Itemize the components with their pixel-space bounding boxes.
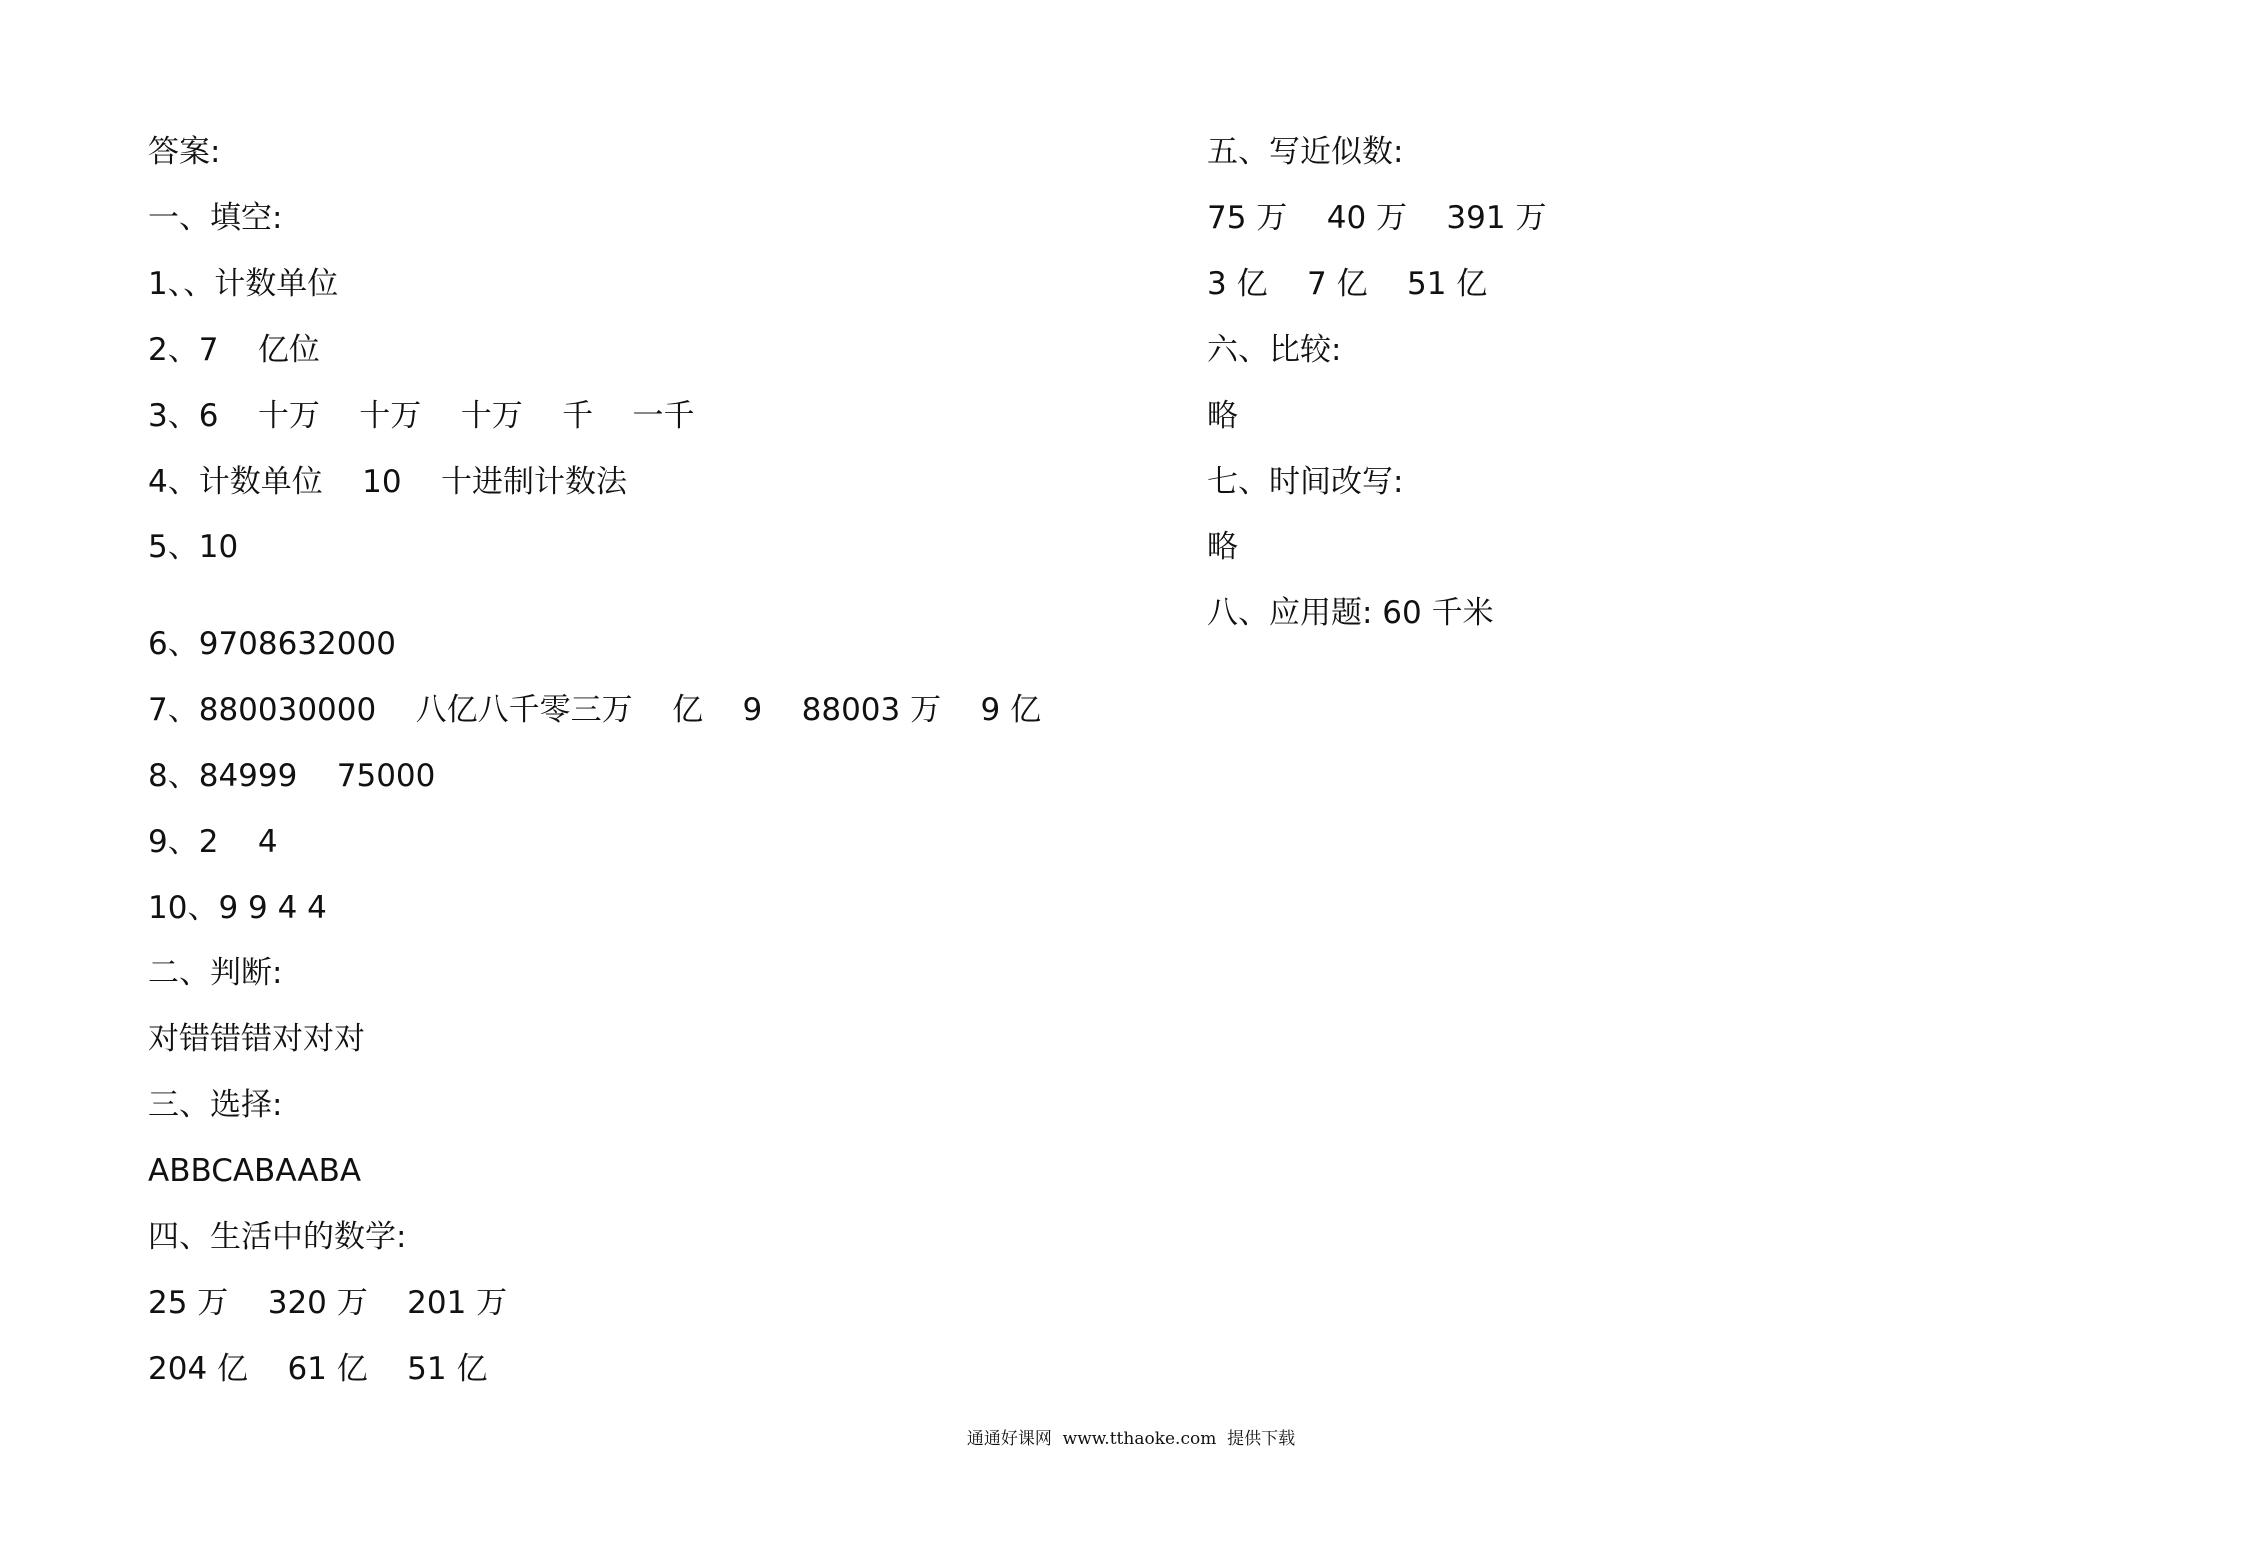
- section-compare-heading: 六、比较:: [1207, 332, 1342, 368]
- section-time-rewrite-heading: 七、时间改写:: [1207, 464, 1404, 500]
- page-footer: 通通好课网 www.tthaoke.com 提供下载: [966, 1429, 1296, 1449]
- answer-line: 5、10: [148, 529, 239, 565]
- answer-line: ABBCABAABA: [148, 1153, 362, 1189]
- answer-line: 略: [1207, 529, 1238, 565]
- answer-line: 3 亿 7 亿 51 亿: [1207, 266, 1488, 302]
- section-choice-heading: 三、选择:: [148, 1087, 283, 1123]
- section-judgement-heading: 二、判断:: [148, 955, 283, 991]
- section-approximate-heading: 五、写近似数:: [1207, 134, 1404, 170]
- answer-line: 25 万 320 万 201 万: [148, 1285, 508, 1321]
- answer-line: 3、6 十万 十万 十万 千 一千: [148, 398, 695, 434]
- answer-line: 2、7 亿位: [148, 332, 320, 368]
- answer-line: 1、、计数单位: [148, 266, 339, 302]
- section-application-heading: 八、应用题: 60 千米: [1207, 595, 1494, 631]
- section-fill-in-heading: 一、填空:: [148, 200, 283, 236]
- answer-line: 75 万 40 万 391 万: [1207, 200, 1547, 236]
- answer-line: 略: [1207, 398, 1238, 434]
- answer-line: 204 亿 61 亿 51 亿: [148, 1351, 488, 1387]
- answer-line: 对错错错对对对: [148, 1021, 365, 1057]
- answer-line: 6、9708632000: [148, 626, 396, 662]
- answer-line: 4、计数单位 10 十进制计数法: [148, 464, 628, 500]
- section-daily-math-heading: 四、生活中的数学:: [148, 1219, 407, 1255]
- answer-line: 7、880030000 八亿八千零三万 亿 9 88003 万 9 亿: [148, 692, 1042, 728]
- answer-heading: 答案:: [148, 134, 221, 170]
- answer-line: 10、9 9 4 4: [148, 890, 327, 926]
- answer-line: 8、84999 75000: [148, 758, 436, 794]
- answer-line: 9、2 4: [148, 824, 278, 860]
